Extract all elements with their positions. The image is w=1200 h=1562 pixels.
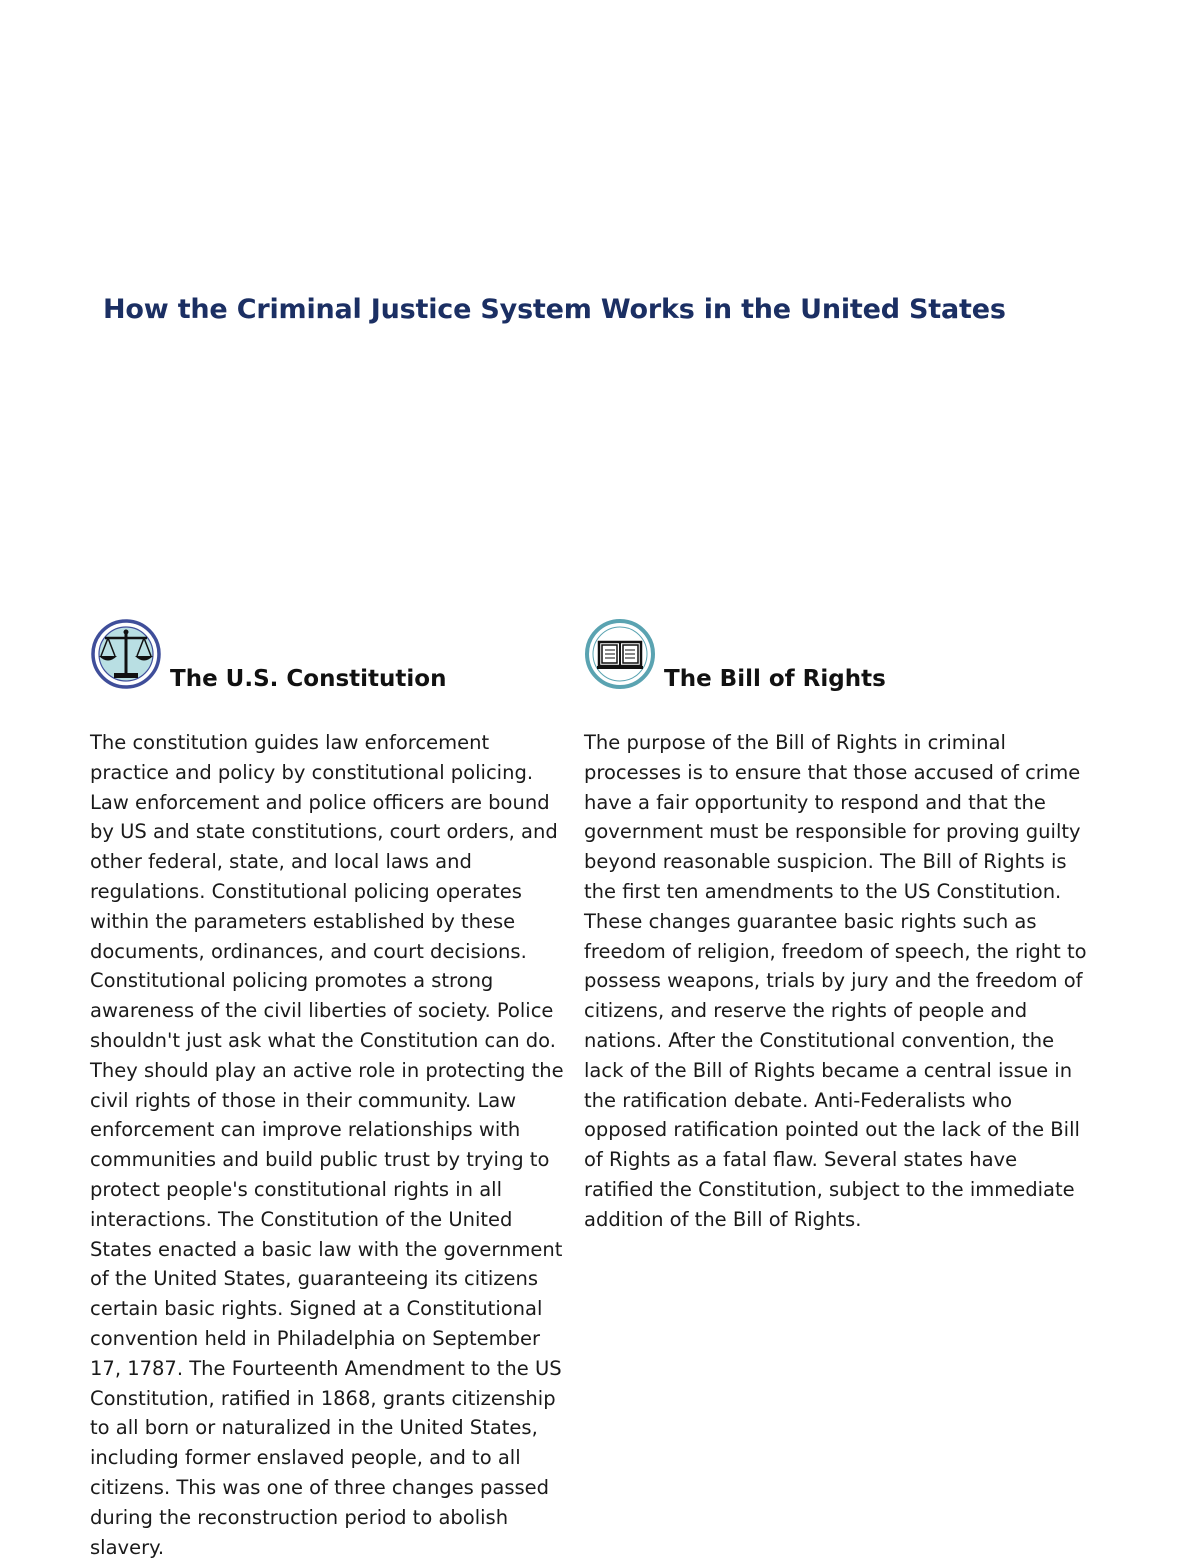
section-us-constitution xyxy=(90,618,570,1562)
book-icon xyxy=(584,618,656,690)
scales-of-justice-icon xyxy=(90,618,162,690)
section-bill-of-rights xyxy=(584,618,1089,1235)
page-title: How the Criminal Justice System Works in the United States xyxy=(103,294,1006,325)
section-header xyxy=(90,618,570,728)
section-body-text: The purpose of the Bill of Rights in criminal processes is to ensure that those accused of crime have a fair opportunity to respond and that the government must be responsible for proving guilty beyond reasonable suspicion. The Bill of Rights is the first ten amendments to the US Constitution. These changes guarantee basic rights such as freedom of religion, freedom of speech, the right to possess weapons, trials by jury and the freedom of citizens, and reserve the rights of people and nations. After the Constitutional convention, the lack of the Bill of Rights became a central issue in the ratification debate. Anti-Federalists who opposed ratification pointed out the lack of the Bill of Rights as a fatal flaw. Several states have ratified the Constitution, subject to the immediate addition of the Bill of Rights. xyxy=(584,731,1087,1231)
section-header xyxy=(584,618,1089,728)
section-heading: The Bill of Rights xyxy=(664,666,886,692)
section-body-text: The constitution guides law enforcement practice and policy by constitutional policing. Law enforcement and police officers are bound by US and state constitutions, court orders, and other federal, state, and local laws and regulations. Constitutional policing operates within the parameters established by these documents, ordinances, and court decisions. Constitutional policing promotes a strong awareness of the civil liberties of society. Police shouldn't just ask what the Constitution can do. They should play an active role in protecting the civil rights of those in their community. Law enforcement can improve relationships with communities and build public trust by trying to protect people's constitutional rights in all interactions. The Constitution of the United States enacted a basic law with the government of the United States, guaranteeing its citizens certain basic rights. Signed at a Constitutional convention held in Philadelphia on September 17, 1787. The Fourteenth Amendment to the US Constitution, ratified in 1868, grants citizenship to all born or naturalized in the United States, including former enslaved people, and to all citizens. This was one of three changes passed during the reconstruction period to abolish slavery. xyxy=(90,731,564,1559)
section-heading: The U.S. Constitution xyxy=(170,666,447,692)
